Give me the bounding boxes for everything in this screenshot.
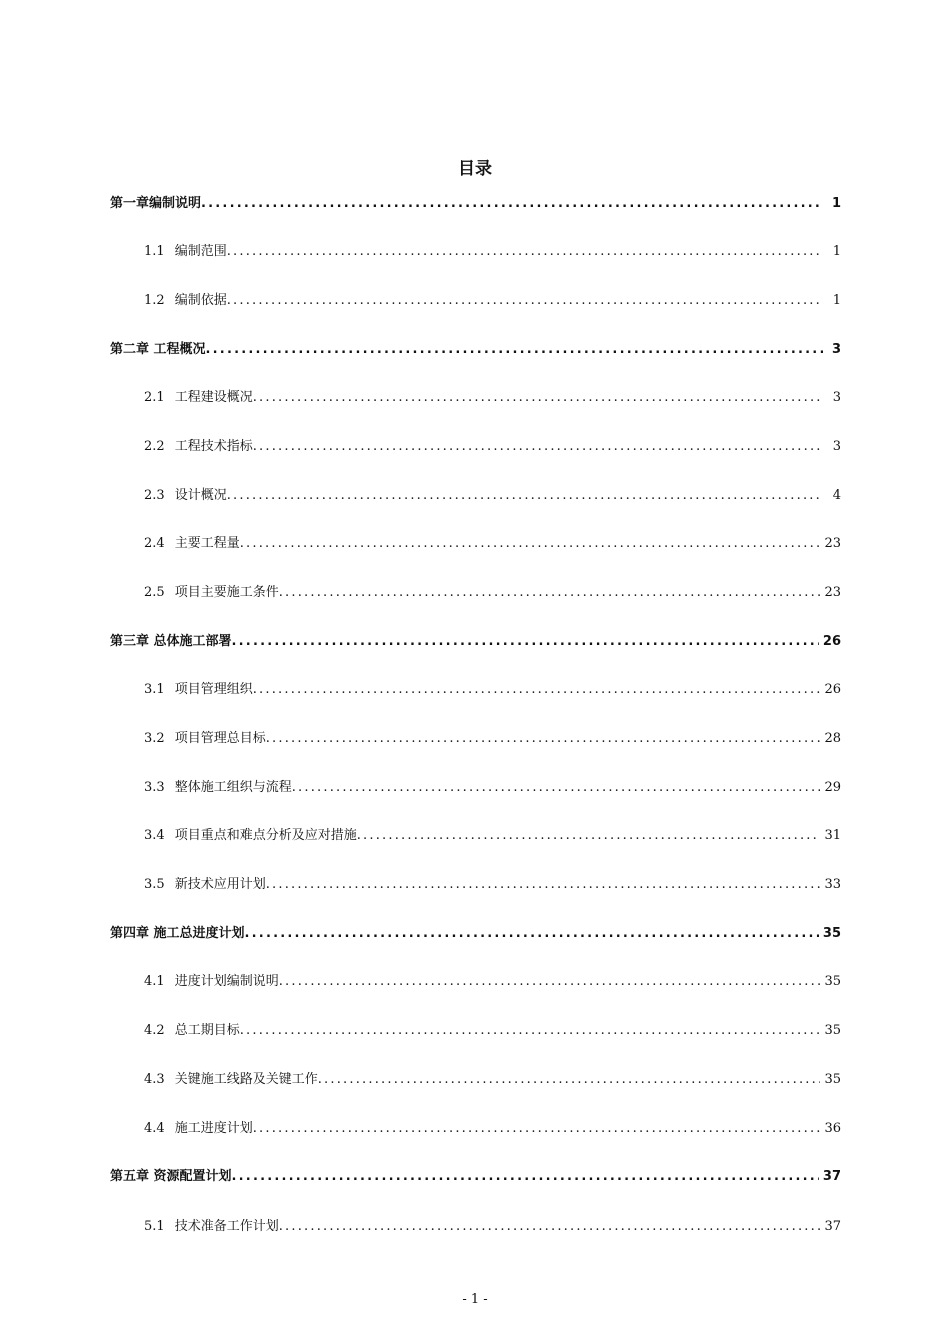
toc-section-number: 4.3 <box>144 1072 165 1087</box>
toc-dot-leader <box>245 923 819 945</box>
toc-dot-leader <box>279 582 821 604</box>
toc-section-1-2[interactable] <box>144 290 841 312</box>
toc-section-number: 1.1 <box>144 244 165 259</box>
toc-page-number: 23 <box>824 585 841 600</box>
toc-section-number: 4.1 <box>144 974 165 989</box>
toc-section-2-3[interactable] <box>144 485 841 507</box>
toc-page-number: 35 <box>822 926 841 941</box>
toc-section-number: 5.1 <box>144 1219 165 1234</box>
toc-entry-label: 技术准备工作计划 <box>174 1219 279 1234</box>
toc-section-number: 2.2 <box>144 439 165 454</box>
toc-section-4-4[interactable] <box>144 1118 841 1140</box>
toc-page-number: 1 <box>832 293 841 308</box>
toc-entry-label: 项目重点和难点分析及应对措施 <box>174 828 357 843</box>
toc-section-3-1[interactable] <box>144 679 841 701</box>
toc-section-2-1[interactable] <box>144 387 841 409</box>
toc-section-number: 4.2 <box>144 1023 165 1038</box>
toc-entry-label: 工程建设概况 <box>174 390 253 405</box>
toc-chapter-5[interactable] <box>110 1166 841 1188</box>
toc-section-1-1[interactable] <box>144 241 841 263</box>
toc-dot-leader <box>266 728 821 750</box>
toc-section-4-1[interactable] <box>144 971 841 993</box>
toc-entry-label: 设计概况 <box>174 488 227 503</box>
toc-section-number: 3.2 <box>144 731 165 746</box>
toc-section-3-4[interactable] <box>144 825 841 847</box>
toc-section-3-5[interactable] <box>144 874 841 896</box>
toc-section-number: 2.4 <box>144 536 165 551</box>
toc-page-number: 1 <box>831 196 841 211</box>
toc-entry-label: 第三章 总体施工部署 <box>110 634 232 649</box>
toc-entry-label: 第四章 施工总进度计划 <box>110 926 245 941</box>
toc-section-number: 2.3 <box>144 488 165 503</box>
toc-dot-leader <box>266 874 821 896</box>
toc-dot-leader <box>201 193 823 215</box>
toc-section-2-2[interactable] <box>144 436 841 458</box>
toc-section-5-1[interactable] <box>144 1216 841 1238</box>
toc-dot-leader <box>279 971 821 993</box>
toc-dot-leader <box>240 1020 821 1042</box>
toc-section-number: 3.5 <box>144 877 165 892</box>
toc-page-number: 37 <box>822 1169 841 1184</box>
toc-entry-label: 工程技术指标 <box>174 439 253 454</box>
toc-entry-label: 第一章编制说明 <box>110 196 202 211</box>
toc-entry-label: 项目管理组织 <box>174 682 253 697</box>
toc-section-number: 3.1 <box>144 682 165 697</box>
toc-section-number: 4.4 <box>144 1121 165 1136</box>
toc-entry-label: 主要工程量 <box>174 536 240 551</box>
toc-chapter-1[interactable] <box>110 193 841 215</box>
toc-page-number: 28 <box>824 731 841 746</box>
toc-page-number: 35 <box>824 1023 841 1038</box>
toc-section-4-2[interactable] <box>144 1020 841 1042</box>
toc-dot-leader <box>253 679 821 701</box>
toc-section-number: 3.4 <box>144 828 165 843</box>
toc-dot-leader <box>357 825 821 847</box>
toc-dot-leader <box>240 533 821 555</box>
toc-entry-label: 进度计划编制说明 <box>174 974 279 989</box>
toc-entry-label: 编制依据 <box>174 293 227 308</box>
toc-entry-label: 关键施工线路及关键工作 <box>174 1072 318 1087</box>
toc-page-number: 26 <box>822 634 841 649</box>
toc-section-3-2[interactable] <box>144 728 841 750</box>
toc-page-number: 35 <box>824 974 841 989</box>
toc-page-number: 36 <box>824 1121 841 1136</box>
toc-section-2-4[interactable] <box>144 533 841 555</box>
toc-dot-leader <box>318 1069 821 1091</box>
toc-dot-leader <box>227 241 823 263</box>
toc-section-3-3[interactable] <box>144 777 841 799</box>
toc-dot-leader <box>227 290 823 312</box>
toc-page-number: 3 <box>832 439 841 454</box>
toc-dot-leader <box>227 485 823 507</box>
toc-section-2-5[interactable] <box>144 582 841 604</box>
toc-chapter-2[interactable] <box>110 339 841 361</box>
page-title: 目录 <box>458 159 492 179</box>
toc-page-number: 3 <box>832 390 841 405</box>
toc-dot-leader <box>232 1166 819 1188</box>
toc-dot-leader <box>253 436 823 458</box>
toc-section-number: 2.5 <box>144 585 165 600</box>
page-footer-number: - 1 - <box>462 1292 488 1307</box>
toc-dot-leader <box>206 339 823 361</box>
toc-entry-label: 项目主要施工条件 <box>174 585 279 600</box>
toc-dot-leader <box>253 1118 821 1140</box>
toc-section-number: 2.1 <box>144 390 165 405</box>
toc-dot-leader <box>232 631 819 653</box>
toc-entry-label: 新技术应用计划 <box>174 877 266 892</box>
toc-page-number: 37 <box>824 1219 841 1234</box>
toc-page-number: 26 <box>824 682 841 697</box>
toc-chapter-4[interactable] <box>110 923 841 945</box>
toc-page-number: 35 <box>824 1072 841 1087</box>
toc-entry-label: 第二章 工程概况 <box>110 342 206 357</box>
toc-section-number: 1.2 <box>144 293 165 308</box>
toc-entry-label: 第五章 资源配置计划 <box>110 1169 232 1184</box>
toc-entry-label: 项目管理总目标 <box>174 731 266 746</box>
toc-dot-leader <box>279 1216 821 1238</box>
toc-chapter-3[interactable] <box>110 631 841 653</box>
toc-page-number: 29 <box>824 780 841 795</box>
toc-entry-label: 施工进度计划 <box>174 1121 253 1136</box>
toc-section-4-3[interactable] <box>144 1069 841 1091</box>
toc-entry-label: 总工期目标 <box>174 1023 240 1038</box>
toc-page-number: 4 <box>832 488 841 503</box>
toc-page-number: 1 <box>832 244 841 259</box>
toc-entry-label: 整体施工组织与流程 <box>174 780 292 795</box>
toc-page-number: 23 <box>824 536 841 551</box>
toc-page-number: 3 <box>831 342 841 357</box>
toc-dot-leader <box>253 387 823 409</box>
toc-entry-label: 编制范围 <box>174 244 227 259</box>
toc-dot-leader <box>292 777 821 799</box>
toc-page-number: 33 <box>824 877 841 892</box>
toc-section-number: 3.3 <box>144 780 165 795</box>
toc-page-number: 31 <box>824 828 841 843</box>
